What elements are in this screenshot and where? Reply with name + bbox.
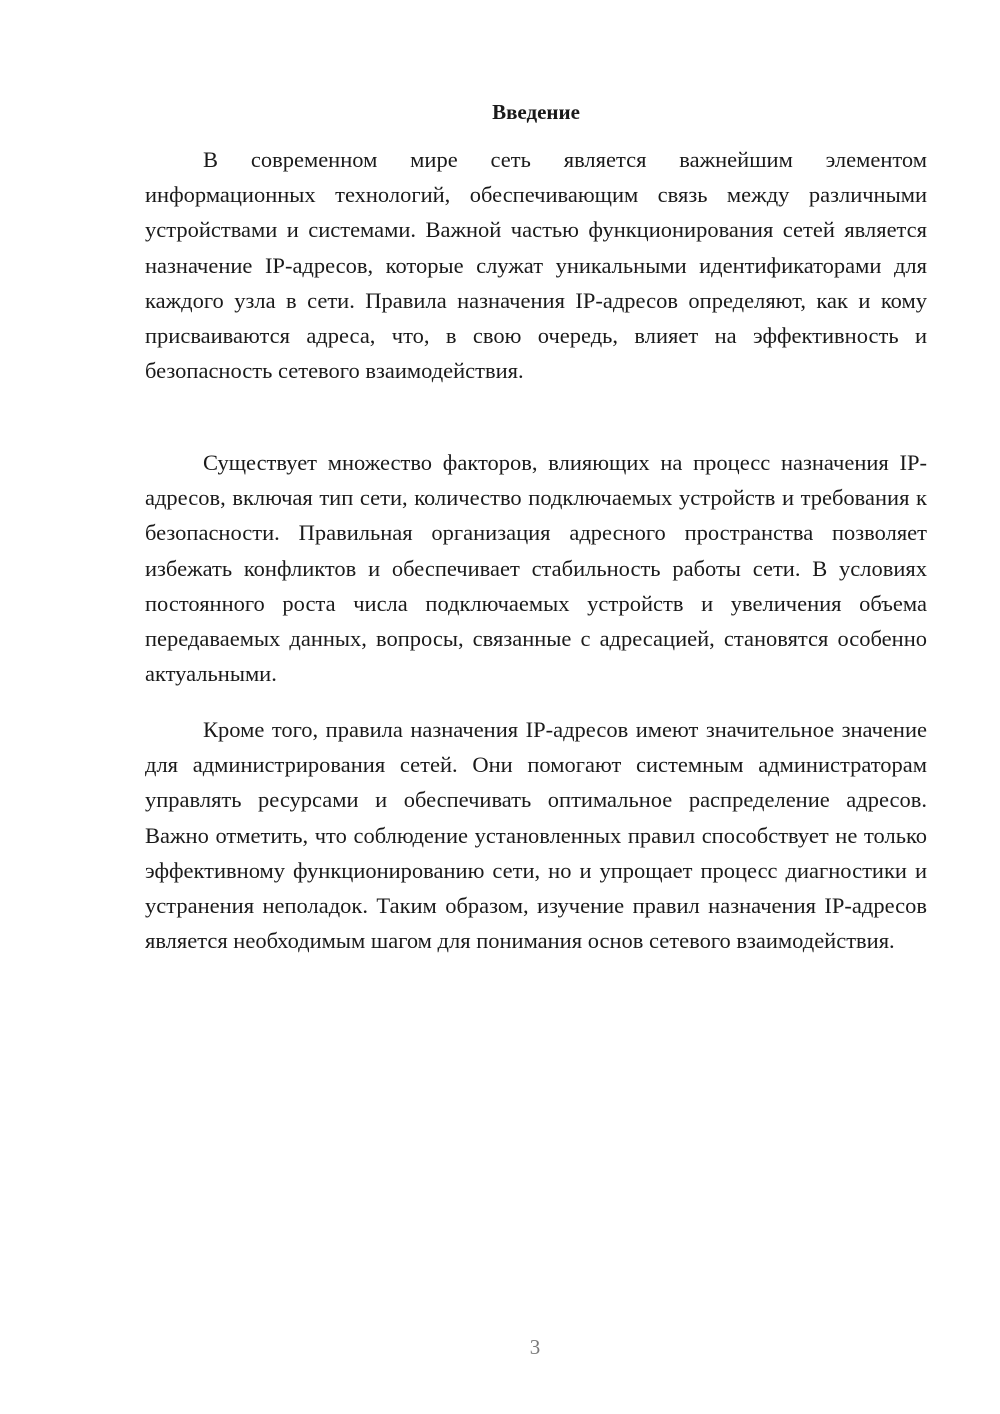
paragraph-2: Существует множество факторов, влияющих на процесс назначения IP-адресов, включая тип сети, количество подключаемых устройств и требования к безопасности. Правильная организация адресного пространства позволяет избежать конфликтов и обеспечивает стабильность работы сети. В условиях постоянного роста числа подключаемых устройств и увеличения объема передаваемых данных, вопросы, связанные с адресацией, становятся особенно актуальными.: [145, 450, 927, 687]
paragraph-3: Кроме того, правила назначения IP-адресов имеют значительное значение для администрирования сетей. Они помогают системным администраторам управлять ресурсами и обеспечивать оптимальное распределение адресов. Важно отметить, что соблюдение установленных правил способствует не только эффективному функционированию сети, но и упрощает процесс диагностики и устранения неполадок. Таким образом, изучение правил назначения IP-адресов является необходимым шагом для понимания основ сетевого взаимодействия.: [145, 717, 927, 954]
paragraph-1: В современном мире сеть является важнейшим элементом информационных технологий, обеспечивающим связь между различными устройствами и системами. Важной частью функционирования сетей является назначение IP-адресов, которые служат уникальными идентификаторами для каждого узла в сети. Правила назначения IP-адресов определяют, как и кому присваиваются адреса, что, в свою очередь, влияет на эффективность и безопасность сетевого взаимодействия.: [145, 147, 927, 384]
page-title: Введение: [492, 100, 580, 124]
page-number: 3: [529, 1335, 541, 1359]
